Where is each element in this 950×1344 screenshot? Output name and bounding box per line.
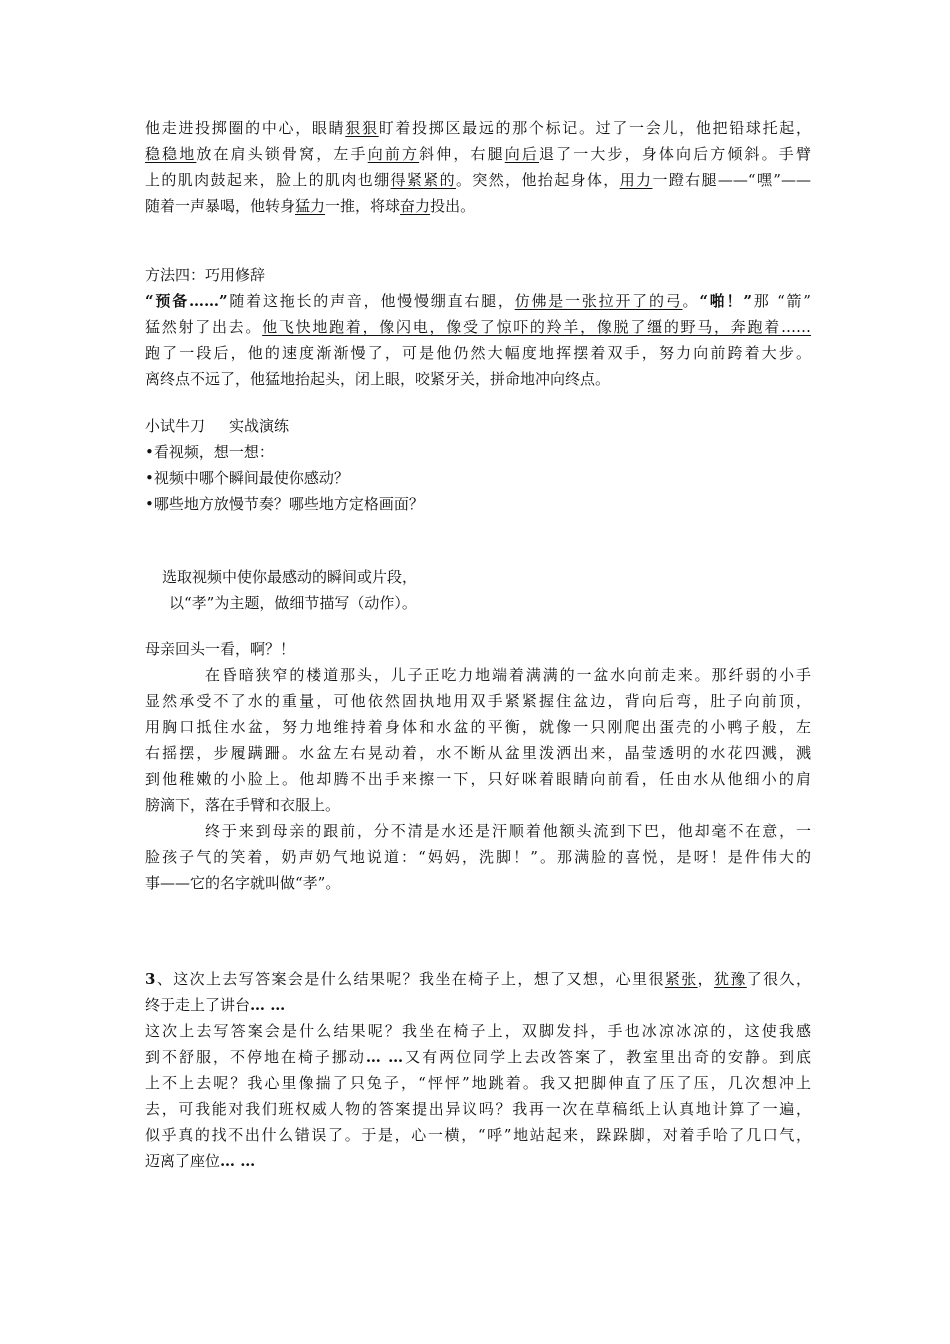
text-line <box>145 167 811 193</box>
paragraph-section3 <box>145 1018 811 1174</box>
text-line: 到他稚嫩的小脸上。他却腾不出手来擦一下，只好咪着眼睛向前看，任由水从他细小的肩 <box>145 770 811 788</box>
text-segment: ， <box>697 970 714 988</box>
practice-subtitle: 实战演练 <box>229 417 290 435</box>
text-segment: 上不上去呢？我心里像揣了只兔子，“怦怦”地跳着。我又把脚伸直了压了压，几次想冲上 <box>145 1074 811 1092</box>
text-segment: 。突然，他抬起身体， <box>456 171 620 189</box>
text-segment: 似乎真的找不出什么错误了。于是，心一横，“呼”地站起来，跺跺脚，对着手哈了几口气， <box>145 1126 811 1144</box>
practice-heading <box>145 413 811 439</box>
underlined-phrase: 稳稳地 <box>145 145 197 163</box>
text-line: 显然承受不了水的重量，可他依然固执地用双手紧紧握住盆边，背向后弯，肚子向前顶， <box>145 692 811 710</box>
bold-phrase: … … <box>250 996 286 1014</box>
text-line <box>145 966 811 992</box>
text-line <box>145 1148 811 1174</box>
text-line <box>145 314 811 340</box>
text-line <box>145 1096 811 1122</box>
practice-item: •哪些地方放慢节奏？哪些地方定格画面？ <box>145 495 424 513</box>
practice-title: 小试牛刀 <box>145 417 206 435</box>
text-line <box>145 1018 811 1044</box>
underlined-phrase: 他飞快地跑着，像闪电，像受了惊吓的羚羊，像脱了缰的野马，奔跑着…… <box>262 318 811 336</box>
text-segment: 斜伸，右腿 <box>419 145 505 163</box>
practice-item: •视频中哪个瞬间最使你感动？ <box>145 469 349 487</box>
section3-heading <box>145 966 811 1018</box>
text-segment: 、这次上去写答案会是什么结果呢？我坐在椅子上，想了又想，心里很 <box>155 970 665 988</box>
paragraph-mother-1 <box>145 662 811 818</box>
text-line <box>145 1044 811 1070</box>
text-line <box>145 992 811 1018</box>
text-segment: 又有两位同学上去改答案了，教室里出奇的安静。到底 <box>403 1048 811 1066</box>
text-segment: 猛然射了出去。 <box>145 318 263 336</box>
text-segment: 投出。 <box>430 197 476 215</box>
text-line: 事——它的名字就叫做“孝”。 <box>145 874 341 892</box>
text-line <box>145 1070 811 1096</box>
text-segment: 了很久， <box>746 970 811 988</box>
text-segment: 上的肌肉鼓起来，脸上的肌肉也绷 <box>145 171 391 189</box>
text-line <box>145 193 811 219</box>
mother-opening: 母亲回头一看，啊？！ <box>145 640 296 658</box>
text-line: 用胸口抵住水盆，努力地维持着身体和水盆的平衡，就像一只刚爬出蛋壳的小鸭子般，左 <box>145 718 811 736</box>
text-line: 终于来到母亲的跟前，分不清是水还是汗顺着他额头流到下巴，他却毫不在意，一 <box>205 822 811 840</box>
text-line: 右摇摆，步履蹒跚。水盆左右晃动着，水不断从盆里泼洒出来，晶莹透明的水花四溅，溅 <box>145 744 811 762</box>
text-line <box>145 288 811 314</box>
text-segment: 随着这拖长的声音，他慢慢绷直右腿， <box>227 292 515 310</box>
paragraph-rhetoric <box>145 288 811 392</box>
underlined-phrase: 狠狠 <box>345 119 379 137</box>
text-line <box>145 1122 811 1148</box>
text-line <box>145 340 811 366</box>
text-segment: 到不舒服，不停地在椅子挪动 <box>145 1048 366 1066</box>
underlined-phrase: 奋力 <box>400 197 431 215</box>
underlined-phrase: 猛力 <box>295 197 326 215</box>
text-segment: 随着一声暴喝，他转身 <box>145 197 296 215</box>
bold-phrase: “预备……” <box>145 292 228 310</box>
text-segment: 他走进投掷圈的中心，眼睛 <box>145 119 346 137</box>
text-segment: 这次上去写答案会是什么结果呢？我坐在椅子上，双脚发抖，手也冰凉冰凉的，这使我感 <box>145 1022 811 1040</box>
task-line-2: 以“孝”为主题，做细节描写（动作）。 <box>169 594 417 612</box>
underlined-phrase: 紧张 <box>664 970 698 988</box>
text-line: 在昏暗狭窄的楼道那头，儿子正吃力地端着满满的一盆水向前走来。那纤弱的小手 <box>205 666 811 684</box>
practice-item: •看视频，想一想： <box>145 443 274 461</box>
underlined-phrase: 犹豫 <box>714 970 747 988</box>
text-segment: 一推，将球 <box>325 197 401 215</box>
text-segment: 。 <box>682 292 700 310</box>
text-segment: 放在肩头锁骨窝，左手 <box>196 145 368 163</box>
text-line <box>145 366 811 392</box>
text-line: 脸孩子气的笑着，奶声奶气地说道：“妈妈，洗脚！”。那满脸的喜悦，是呀！是件伟大的 <box>145 848 811 866</box>
text-line <box>145 115 811 141</box>
text-segment: 那 “箭” <box>751 292 811 310</box>
paragraph-mother-2 <box>145 818 811 896</box>
underlined-phrase: 向后 <box>504 145 539 163</box>
bold-phrase: 3 <box>145 970 156 988</box>
text-segment: 退了一大步，身体向后方倾斜。手臂 <box>539 145 811 163</box>
task-line-1: 选取视频中使你最感动的瞬间或片段， <box>162 568 418 586</box>
text-segment: 迈离了座位 <box>145 1152 221 1170</box>
underlined-phrase: 用力 <box>619 171 653 189</box>
underlined-phrase: 向前方 <box>367 145 420 163</box>
text-segment: 离终点不远了，他猛地抬起头，闭上眼，咬紧牙关，拼命地冲向终点。 <box>145 370 611 388</box>
bold-phrase: “啪！” <box>699 292 752 310</box>
paragraph-shotput <box>145 115 811 219</box>
underlined-phrase: 仿佛是一张拉开了的弓 <box>514 292 683 310</box>
text-line <box>145 141 811 167</box>
bold-phrase: … … <box>365 1048 404 1066</box>
practice-list <box>145 439 811 517</box>
text-segment: 盯着投掷区最远的那个标记。过了一会儿，他把铅球托起， <box>378 119 811 137</box>
method4-heading: 方法四：巧用修辞 <box>145 266 266 284</box>
text-line: 膀滴下，落在手臂和衣服上。 <box>145 796 341 814</box>
text-segment: 终于走上了讲台 <box>145 996 251 1014</box>
text-segment: 跑了一段后，他的速度渐渐慢了，可是他仍然大幅度地挥摆着双手，努力向前跨着大步。 <box>145 344 811 362</box>
underlined-phrase: 得紧紧的 <box>390 171 456 189</box>
text-segment: 去，可我能对我们班权威人物的答案提出异议吗？我再一次在草稿纸上认真地计算了一遍， <box>145 1100 811 1118</box>
text-segment: 一蹬右腿——“嘿”—— <box>652 171 811 189</box>
bold-phrase: … … <box>220 1152 256 1170</box>
